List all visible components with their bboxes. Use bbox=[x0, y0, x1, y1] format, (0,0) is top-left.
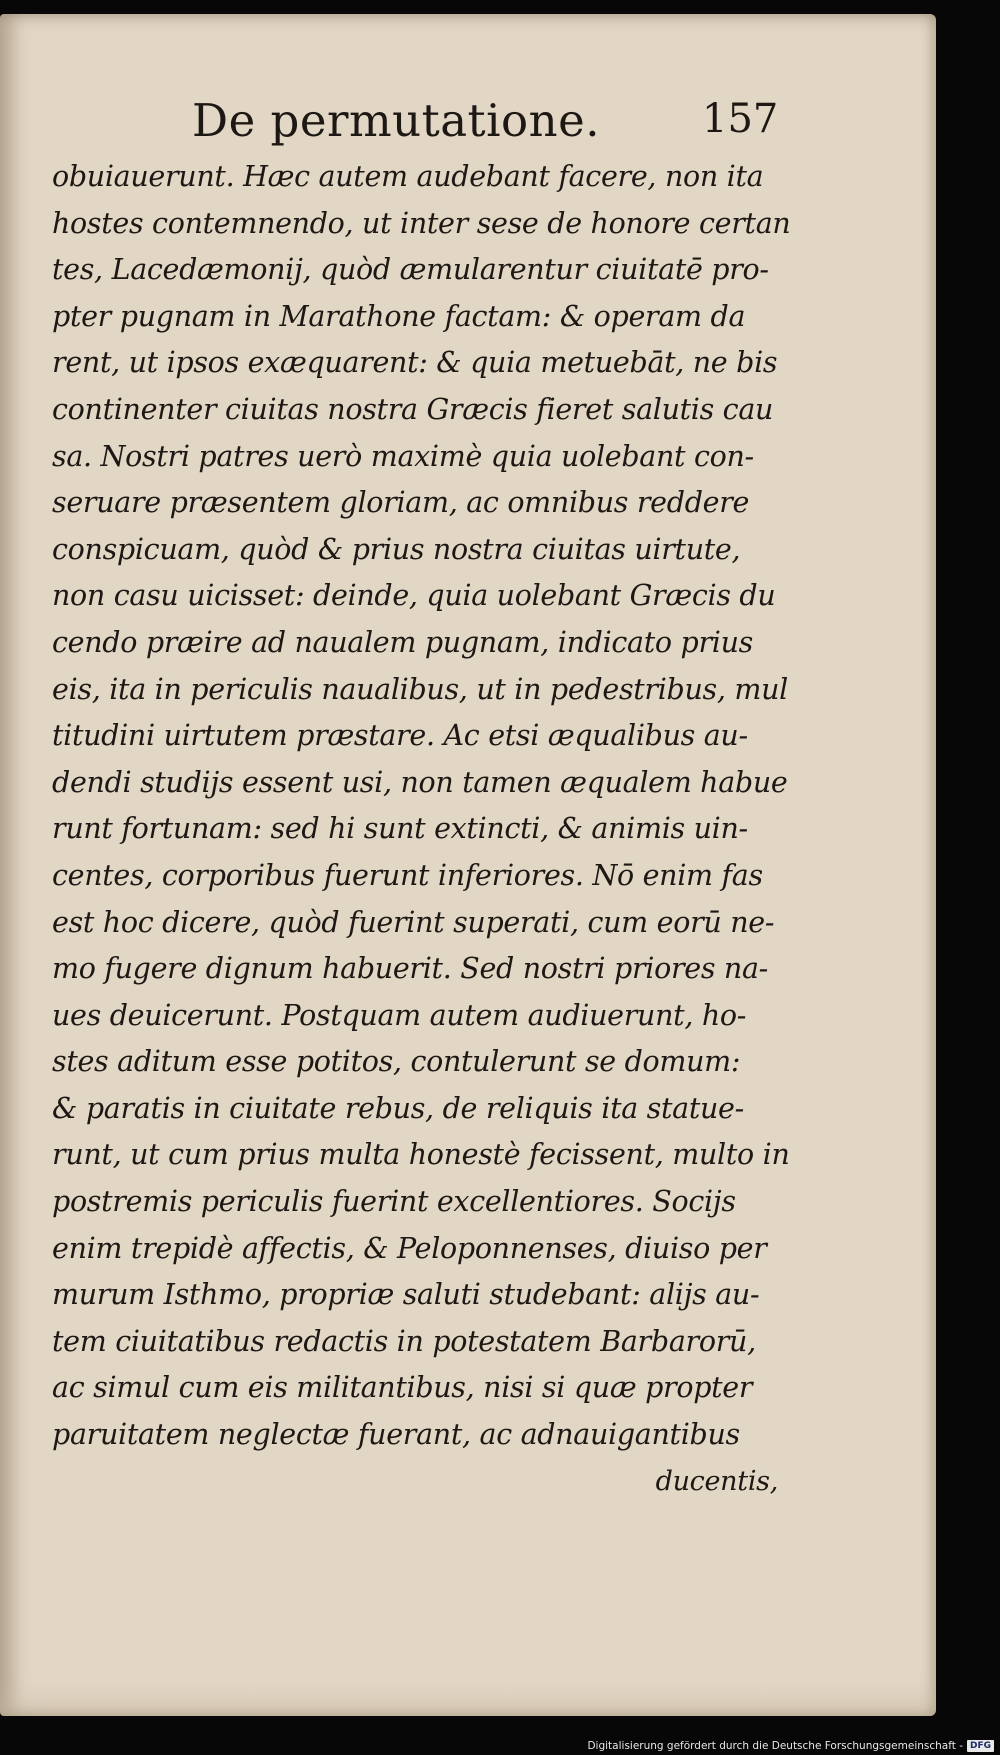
text-line: hostes contemnendo, ut inter sese de honore certan bbox=[52, 206, 791, 240]
text-line: murum Isthmo, propriæ saluti studebant: alijs au- bbox=[52, 1278, 760, 1312]
text-line: enim trepidè affectis, & Peloponnenses, diuiso per bbox=[52, 1231, 767, 1265]
text-line: non casu uicisset: deinde, quia uolebant Græcis du bbox=[52, 579, 776, 613]
text-line: cendo præire ad naualem pugnam, indicato prius bbox=[52, 625, 753, 659]
text-line: centes, corporibus fuerunt inferiores. Nō enim fas bbox=[52, 858, 763, 892]
text-line: postremis periculis fuerint excellentiores. Socijs bbox=[52, 1185, 736, 1219]
text-line: pter pugnam in Marathone factam: & operam da bbox=[52, 299, 746, 333]
body-text bbox=[52, 154, 792, 1505]
text-line: sa. Nostri patres uerò maximè quia uolebant con- bbox=[52, 439, 754, 473]
text-line: & paratis in ciuitate rebus, de reliquis ita statue- bbox=[52, 1091, 744, 1125]
digitization-credit bbox=[587, 1740, 994, 1752]
dfg-logo-icon: DFG bbox=[967, 1740, 994, 1752]
text-line: eis, ita in periculis naualibus, ut in pedestribus, mul bbox=[52, 672, 788, 706]
text-line: stes aditum esse potitos, contulerunt se domum: bbox=[52, 1045, 741, 1079]
text-line: dendi studijs essent usi, non tamen æqualem habue bbox=[52, 765, 788, 799]
text-line: conspicuam, quòd & prius nostra ciuitas uirtute, bbox=[52, 532, 741, 566]
credit-text: Digitalisierung gefördert durch die Deutsche Forschungsgemeinschaft - bbox=[587, 1740, 963, 1752]
text-line: ues deuicerunt. Postquam autem audiuerunt, ho- bbox=[52, 998, 747, 1032]
text-line: tem ciuitatibus redactis in potestatem Barbarorū, bbox=[52, 1324, 756, 1358]
text-line: paruitatem neglectæ fuerant, ac adnauigantibus bbox=[52, 1418, 740, 1452]
text-line: obuiauerunt. Hæc autem audebant facere, non ita bbox=[52, 160, 764, 193]
running-head: De permutatione. bbox=[192, 94, 601, 147]
text-line: ac simul cum eis militantibus, nisi si quæ propter bbox=[52, 1371, 753, 1405]
text-line: runt fortunam: sed hi sunt extincti, & animis uin- bbox=[52, 812, 748, 846]
catchword: ducentis, bbox=[655, 1465, 778, 1497]
text-line: runt, ut cum prius multa honestè fecissent, multo in bbox=[52, 1138, 790, 1172]
text-line: tes, Lacedæmonij, quòd æmularentur ciuitatē pro- bbox=[52, 253, 769, 287]
book-page bbox=[0, 14, 936, 1716]
text-line: titudini uirtutem præstare. Ac etsi æqualibus au- bbox=[52, 719, 748, 753]
text-line: seruare præsentem gloriam, ac omnibus reddere bbox=[52, 486, 750, 520]
text-line: mo fugere dignum habuerit. Sed nostri priores na- bbox=[52, 952, 769, 986]
page-number: 157 bbox=[702, 96, 779, 142]
text-line: rent, ut ipsos exæquarent: & quia metuebāt, ne bis bbox=[52, 346, 778, 380]
text-line: continenter ciuitas nostra Græcis fieret salutis cau bbox=[52, 392, 774, 426]
text-line: est hoc dicere, quòd fuerint superati, cum eorū ne- bbox=[52, 905, 775, 939]
